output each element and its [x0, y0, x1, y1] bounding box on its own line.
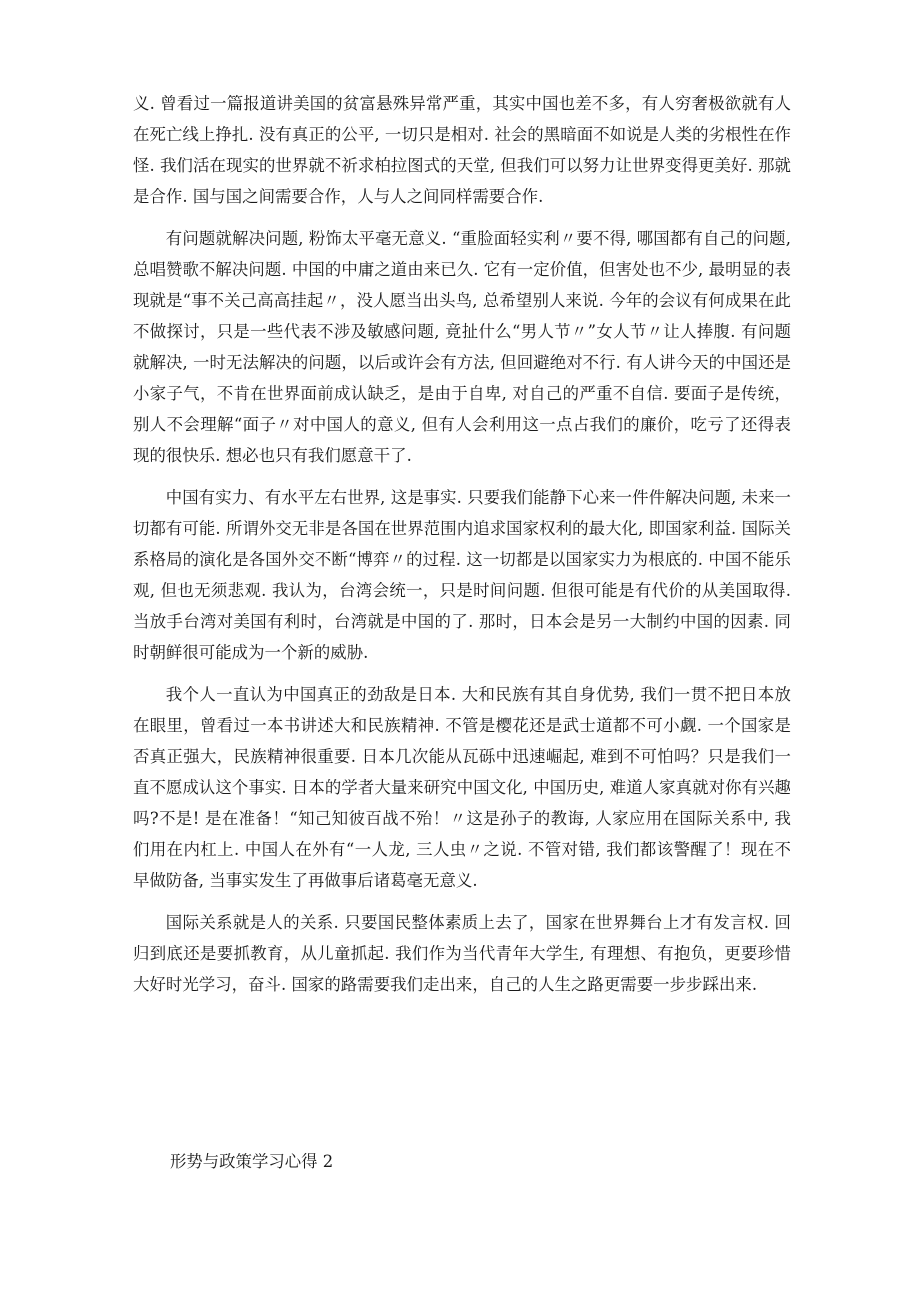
section-heading: 形势与政策学习心得 2 — [170, 1152, 334, 1171]
paragraph-education: 国际关系就是人的关系. 只要国民整体素质上去了，国家在世界舞台上才有发言权. 回归到底还是要抓教育，从儿童抓起. 我们作为当代青年大学生, 有理想、有抱负，更要珍惜大好时光学习，奋斗. 国家的路需要我们走出来，自己的人生之路更需要一步步踩出来. — [133, 913, 791, 994]
document-body — [133, 88, 791, 1011]
paragraph-national-strength: 中国有实力、有水平左右世界, 这是事实. 只要我们能静下心来一件件解决问题, 未来一切都有可能. 所谓外交无非是各国在世界范围内追求国家权利的最大化, 即国家利益. 国际关系格局的演化是各国外交不断“博弈〃的过程. 这一切都是以国家实力为根底的. 中国不能乐观, 但也无须悲观. 我认为，台湾会统一，只是时间问题. 但很可能是有代价的从美国取得. 当放手台湾对美国有利时，台湾就是中国的了. 那时，日本会是另一大制约中国的因素. 同时朝鲜很可能成为一个新的威胁. — [133, 488, 791, 662]
paragraph-japan-rival: 我个人一直认为中国真正的劲敌是日本. 大和民族有其自身优势, 我们一贯不把日本放在眼里，曾看过一本书讲述大和民族精神. 不管是樱花还是武士道都不可小觑. 一个国家是否真正强大，民族精神很重要. 日本几次能从瓦砾中迅速崛起, 难到不可怕吗？只是我们一直不愿成认这个事实. 日本的学者大量来研究中国文化, 中国历史, 难道人家真就对你有兴趣吗?不是! 是在准备！“知己知彼百战不殆！〃这是孙子的教诲, 人家应用在国际关系中, 我们用在内杠上. 中国人在外有“一人龙, 三人虫〃之说. 不管对错, 我们都该警醒了！现在不早做防备, 当事实发生了再做事后诸葛毫无意义. — [133, 685, 791, 890]
paragraph-continuation: 义. 曾看过一篇报道讲美国的贫富悬殊异常严重，其实中国也差不多，有人穷奢极欲就有人在死亡线上挣扎. 没有真正的公平, 一切只是相对. 社会的黑暗面不如说是人类的劣根性在作怪. 我们活在现实的世界就不祈求柏拉图式的天堂, 但我们可以努力让世界变得更美好. 那就是合作. 国与国之间需要合作，人与人之间同样需要合作. — [133, 94, 791, 206]
paragraph-problem-solving: 有问题就解决问题, 粉饰太平毫无意义. “重脸面轻实利〃要不得, 哪国都有自己的问题, 总唱赞歌不解决问题. 中国的中庸之道由来已久. 它有一定价值，但害处也不少, 最明显的表现就是“事不关己高高挂起〃，没人愿当出头鸟, 总希望别人来说. 今年的会议有何成果在此不做探讨，只是一些代表不涉及敏感问题, 竟扯什么“男人节〃”女人节〃让人捧腹. 有问题就解决, 一时无法解决的问题，以后或许会有方法, 但回避绝对不行. 有人讲今天的中国还是小家子气，不肯在世界面前成认缺乏，是由于自卑, 对自己的严重不自信. 要面子是传统，别人不会理解“面子〃对中国人的意义, 但有人会利用这一点占我们的廉价，吃亏了还得表现的很快乐. 想必也只有我们愿意干了. — [133, 229, 791, 465]
